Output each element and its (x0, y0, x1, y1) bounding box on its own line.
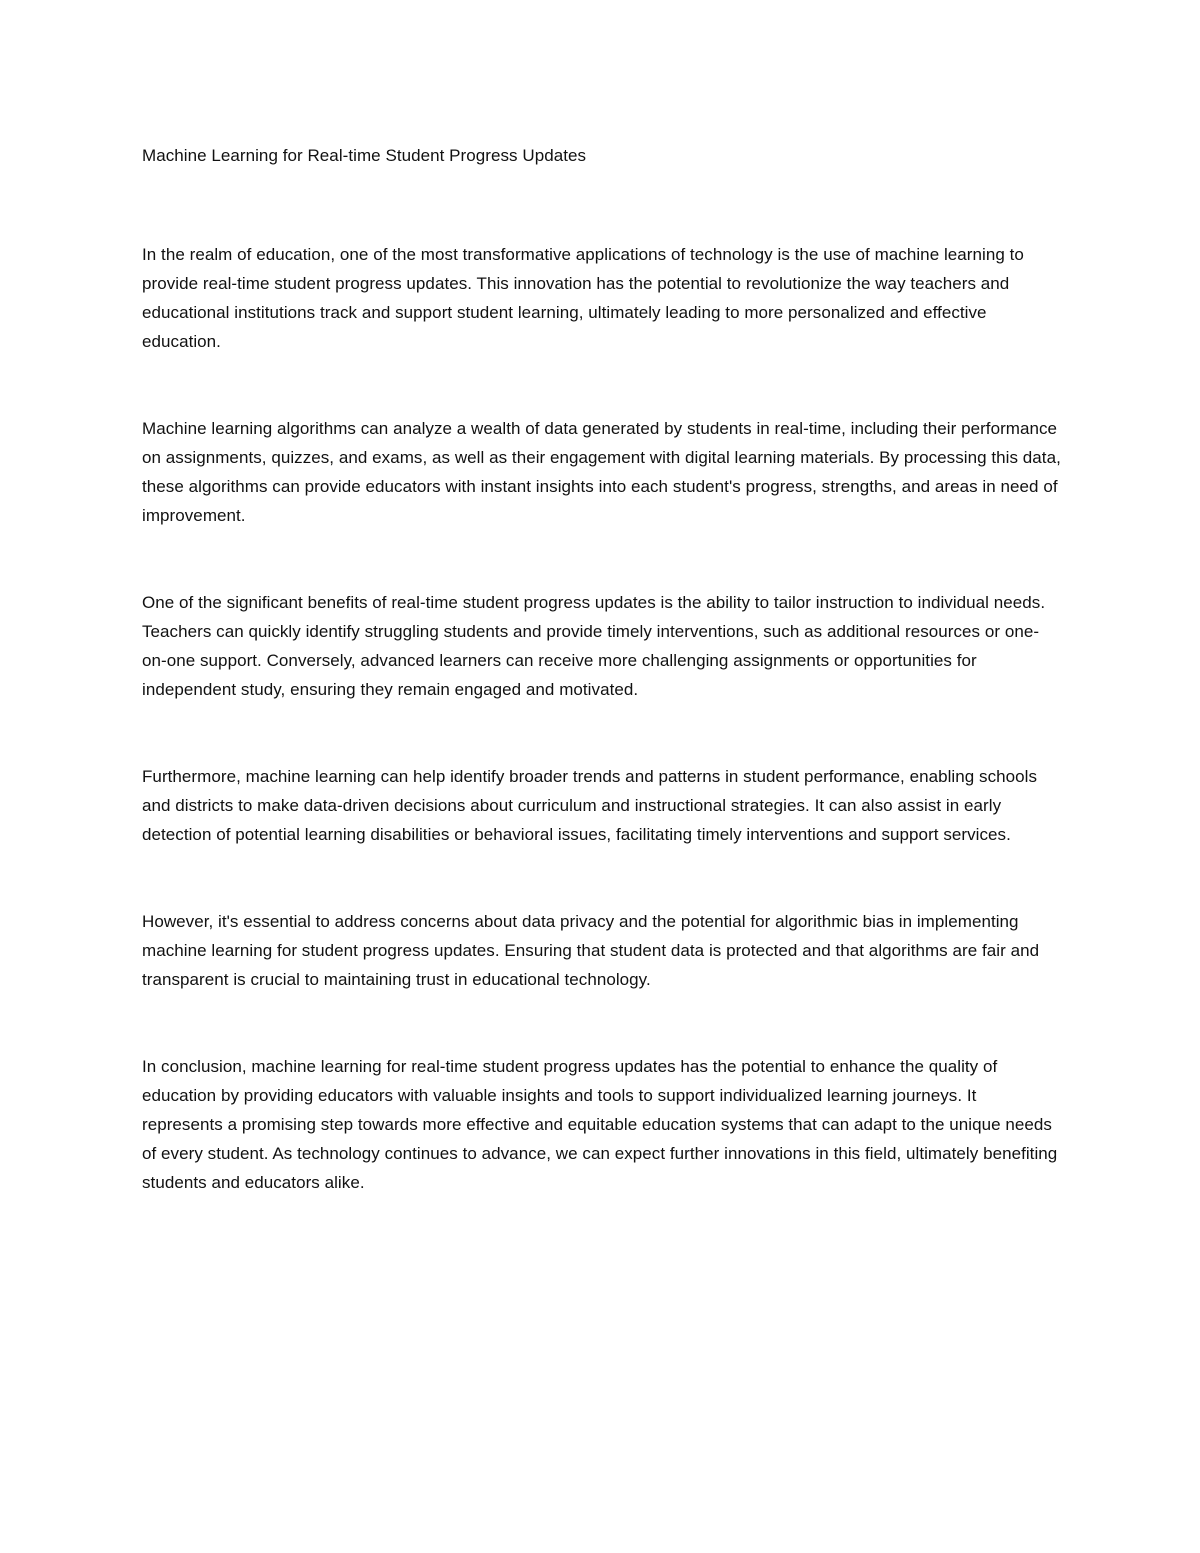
paragraph-privacy-bias: However, it's essential to address concerns about data privacy and the potential for algorithmic bias in implementing machine learning for student progress updates. Ensuring that student data is protected and that algorithms are fair and transparent is crucial to maintaining trust in educational technology. (142, 912, 1040, 989)
paragraph-introduction: In the realm of education, one of the most transformative applications of technology is the use of machine learning to provide real-time student progress updates. This innovation has the potential to revolutionize the way teachers and educational institutions track and support student learning, ultimately leading to more personalized and effective education. (142, 245, 1024, 351)
paragraph-tailored-instruction: One of the significant benefits of real-time student progress updates is the ability to tailor instruction to individual needs. Teachers can quickly identify struggling students and provide timely interventions, such as additional resources or one-on-one support. Conversely, advanced learners can receive more challenging assignments or opportunities for independent study, ensuring they remain engaged and motivated. (142, 593, 1046, 699)
paragraph-data-analysis: Machine learning algorithms can analyze a wealth of data generated by students in real-time, including their performance on assignments, quizzes, and exams, as well as their engagement with digital learning materials. By processing this data, these algorithms can provide educators with instant insights into each student's progress, strengths, and areas in need of improvement. (142, 419, 1061, 525)
paragraph-conclusion: In conclusion, machine learning for real-time student progress updates has the potential to enhance the quality of education by providing educators with valuable insights and tools to support individualized learning journeys. It represents a promising step towards more effective and equitable education systems that can adapt to the unique needs of every student. As technology continues to advance, we can expect further innovations in this field, ultimately benefiting students and educators alike. (142, 1057, 1058, 1192)
document-body (142, 141, 1062, 1197)
document-title: Machine Learning for Real-time Student Progress Updates (142, 146, 587, 165)
paragraph-trends-patterns: Furthermore, machine learning can help identify broader trends and patterns in student performance, enabling schools and districts to make data-driven decisions about curriculum and instructional strategies. It can also assist in early detection of potential learning disabilities or behavioral issues, facilitating timely interventions and support services. (142, 767, 1038, 844)
